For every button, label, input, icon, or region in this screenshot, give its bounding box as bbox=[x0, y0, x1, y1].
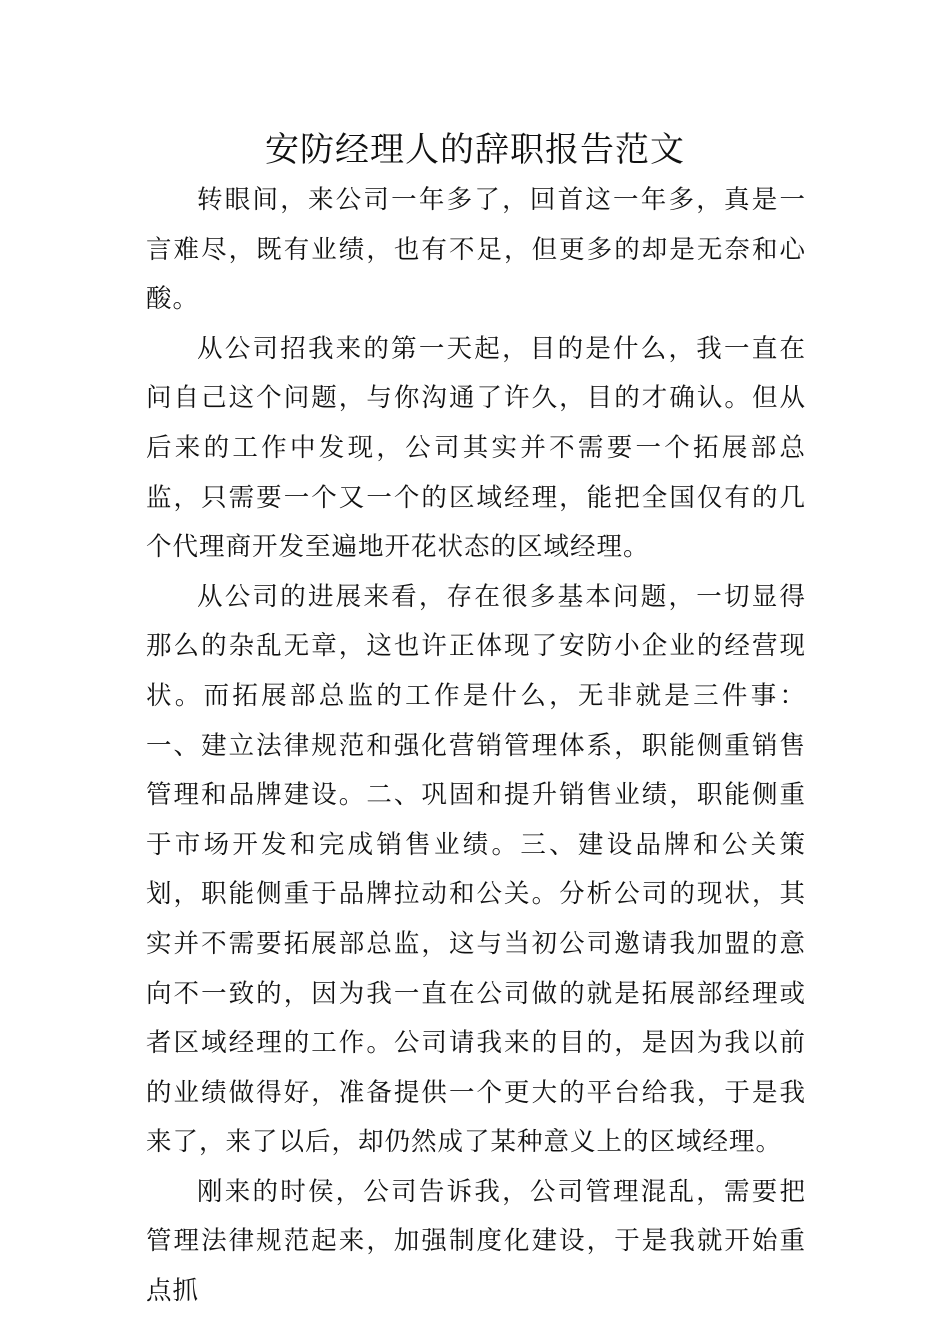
paragraph-3: 从公司的进展来看，存在很多基本问题，一切显得那么的杂乱无章，这也许正体现了安防小企业的经营现状。而拓展部总监的工作是什么，无非就是三件事：一、建立法律规范和强化营销管理体系，职能侧重销售管理和品牌建设。二、巩固和提升销售业绩，职能侧重于市场开发和完成销售业绩。三、建设品牌和公关策划，职能侧重于品牌拉动和公关。分析公司的现状，其实并不需要拓展部总监，这与当初公司邀请我加盟的意向不一致的，因为我一直在公司做的就是拓展部经理或者区域经理的工作。公司请我来的目的，是因为我以前的业绩做得好，准备提供一个更大的平台给我，于是我来了，来了以后，却仍然成了某种意义上的区域经理。 bbox=[146, 581, 806, 1158]
paragraph-2: 从公司招我来的第一天起，目的是什么，我一直在问自己这个问题，与你沟通了许久，目的才确认。但从后来的工作中发现，公司其实并不需要一个拓展部总监，只需要一个又一个的区域经理，能把全国仅有的几个代理商开发至遍地开花状态的区域经理。 bbox=[146, 333, 806, 563]
document-title: 安防经理人的辞职报告范文 bbox=[265, 130, 685, 170]
document-body bbox=[146, 176, 806, 1317]
paragraph-4: 刚来的时侯，公司告诉我，公司管理混乱，需要把管理法律规范起来，加强制度化建设，于是我就开始重点抓 bbox=[146, 1176, 806, 1307]
paragraph-1: 转眼间，来公司一年多了，回首这一年多，真是一言难尽，既有业绩，也有不足，但更多的却是无奈和心酸。 bbox=[146, 185, 806, 315]
